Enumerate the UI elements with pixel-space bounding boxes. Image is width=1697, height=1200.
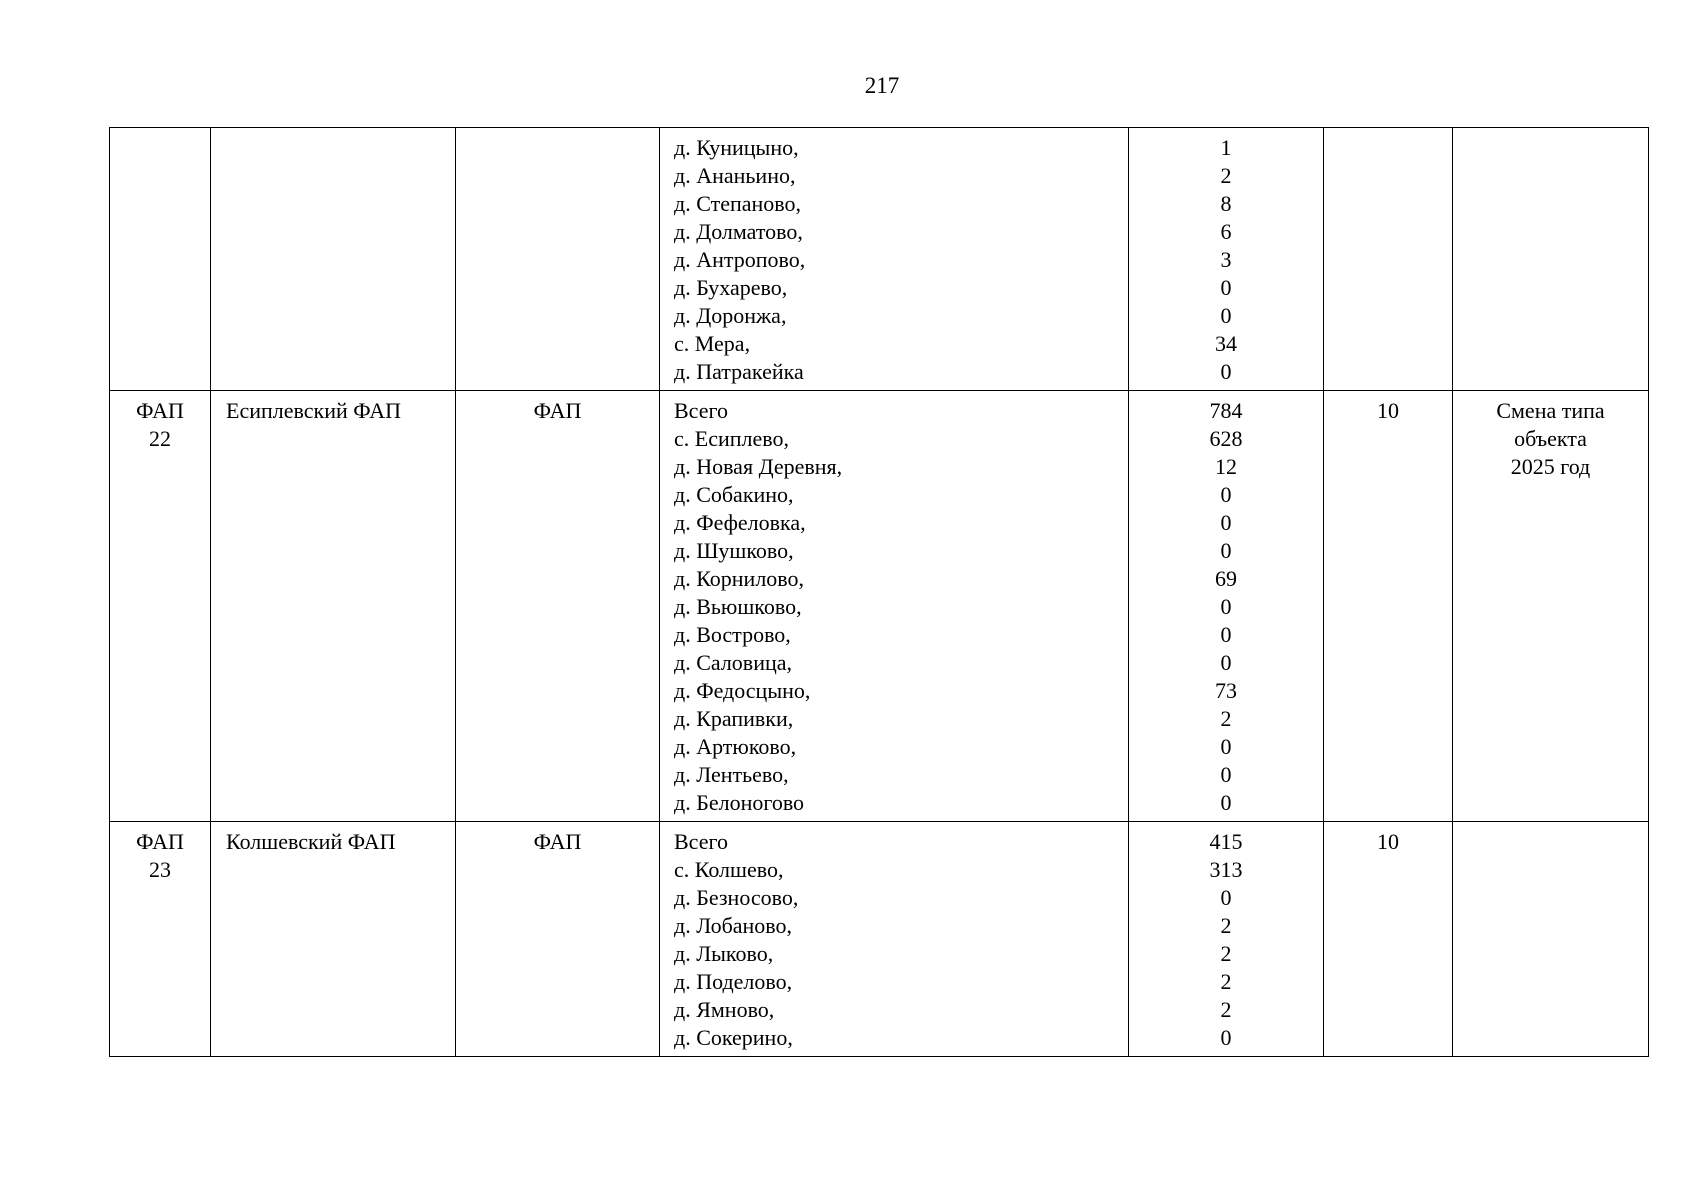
code-cell xyxy=(110,391,211,822)
table-body xyxy=(110,128,1649,1057)
places-line: д. Новая Деревня, xyxy=(674,454,843,479)
type-cell xyxy=(456,822,660,1057)
staff-cell xyxy=(1324,822,1453,1057)
name-text: Колшевский ФАП xyxy=(226,829,396,854)
population-line: 12 xyxy=(1215,454,1237,479)
population-line: 784 xyxy=(1209,398,1243,423)
population-line: 2 xyxy=(1220,969,1232,994)
population-line: 8 xyxy=(1220,191,1232,216)
population-line: 0 xyxy=(1220,594,1232,619)
population-line: 34 xyxy=(1215,331,1237,356)
places-line: д. Безносово, xyxy=(674,885,799,910)
population-line: 0 xyxy=(1220,650,1232,675)
note-cell xyxy=(1453,128,1649,391)
population-line: 0 xyxy=(1220,790,1232,815)
places-line: д. Степаново, xyxy=(674,191,802,216)
population-line: 0 xyxy=(1220,303,1232,328)
population-line: 2 xyxy=(1220,941,1232,966)
population-line: 0 xyxy=(1220,275,1232,300)
population-cell xyxy=(1129,128,1324,391)
places-line: д. Ананьино, xyxy=(674,163,796,188)
population-line: 2 xyxy=(1220,997,1232,1022)
places-line: д. Белоногово xyxy=(674,790,805,815)
name-text: Есиплевский ФАП xyxy=(226,398,402,423)
population-line: 3 xyxy=(1220,247,1232,272)
places-line: д. Вострово, xyxy=(674,622,791,647)
type-cell xyxy=(456,391,660,822)
page-number: 217 xyxy=(864,73,900,98)
places-line: д. Антропово, xyxy=(674,247,806,272)
places-line: д. Долматово, xyxy=(674,219,803,244)
population-line: 2 xyxy=(1220,706,1232,731)
population-cell xyxy=(1129,391,1324,822)
population-line: 0 xyxy=(1220,885,1232,910)
places-line: д. Федосцыно, xyxy=(674,678,811,703)
population-line: 0 xyxy=(1220,482,1232,507)
places-line: с. Колшево, xyxy=(674,857,784,882)
places-line: Всего xyxy=(674,829,728,854)
places-line: д. Лентьево, xyxy=(674,762,789,787)
population-line: 2 xyxy=(1220,163,1232,188)
population-line: 0 xyxy=(1220,762,1232,787)
places-line: д. Фефеловка, xyxy=(674,510,806,535)
population-cell xyxy=(1129,822,1324,1057)
places-cell xyxy=(660,128,1129,391)
places-line: д. Собакино, xyxy=(674,482,794,507)
places-line: д. Поделово, xyxy=(674,969,793,994)
code-line: 23 xyxy=(149,857,171,882)
places-line: д. Корнилово, xyxy=(674,566,805,591)
population-line: 313 xyxy=(1209,857,1243,882)
type-cell xyxy=(456,128,660,391)
code-cell xyxy=(110,128,211,391)
type-text: ФАП xyxy=(533,829,582,854)
population-line: 1 xyxy=(1220,135,1232,160)
places-line: д. Саловица, xyxy=(674,650,793,675)
places-line: д. Крапивки, xyxy=(674,706,794,731)
population-line: 628 xyxy=(1209,426,1243,451)
note-line: 2025 год xyxy=(1510,454,1591,479)
staff-text: 10 xyxy=(1377,829,1399,854)
population-line: 0 xyxy=(1220,1025,1232,1050)
population-line: 6 xyxy=(1220,219,1232,244)
population-line: 0 xyxy=(1220,538,1232,563)
places-line: д. Куницыно, xyxy=(674,135,799,160)
places-line: д. Бухарево, xyxy=(674,275,788,300)
name-cell xyxy=(211,128,456,391)
staff-cell xyxy=(1324,128,1453,391)
note-cell xyxy=(1453,822,1649,1057)
places-cell xyxy=(660,391,1129,822)
population-line: 0 xyxy=(1220,622,1232,647)
code-line: ФАП xyxy=(136,829,184,854)
table-row xyxy=(110,128,1649,391)
note-cell xyxy=(1453,391,1649,822)
staff-cell xyxy=(1324,391,1453,822)
table-row xyxy=(110,822,1649,1057)
population-line: 69 xyxy=(1215,566,1237,591)
table-row xyxy=(110,391,1649,822)
code-cell xyxy=(110,822,211,1057)
population-line: 0 xyxy=(1220,359,1232,384)
population-line: 415 xyxy=(1209,829,1243,854)
name-cell xyxy=(211,822,456,1057)
facilities-table xyxy=(109,127,1649,1057)
places-line: д. Сокерино, xyxy=(674,1025,793,1050)
places-line: д. Лыково, xyxy=(674,941,774,966)
code-line: ФАП xyxy=(136,398,184,423)
places-line: с. Есиплево, xyxy=(674,426,789,451)
places-line: д. Вьюшково, xyxy=(674,594,802,619)
places-line: д. Артюково, xyxy=(674,734,797,759)
places-line: Всего xyxy=(674,398,728,423)
type-text: ФАП xyxy=(533,398,582,423)
places-line: д. Доронжа, xyxy=(674,303,787,328)
places-line: д. Ямново, xyxy=(674,997,775,1022)
name-cell xyxy=(211,391,456,822)
places-line: с. Мера, xyxy=(674,331,751,356)
population-line: 0 xyxy=(1220,734,1232,759)
places-line: д. Патракейка xyxy=(674,359,804,384)
places-line: д. Шушково, xyxy=(674,538,794,563)
note-line: объекта xyxy=(1514,426,1587,451)
places-line: д. Лобаново, xyxy=(674,913,793,938)
staff-text: 10 xyxy=(1377,398,1399,423)
population-line: 73 xyxy=(1215,678,1237,703)
note-line: Смена типа xyxy=(1496,398,1605,423)
population-line: 2 xyxy=(1220,913,1232,938)
code-line: 22 xyxy=(149,426,171,451)
population-line: 0 xyxy=(1220,510,1232,535)
places-cell xyxy=(660,822,1129,1057)
